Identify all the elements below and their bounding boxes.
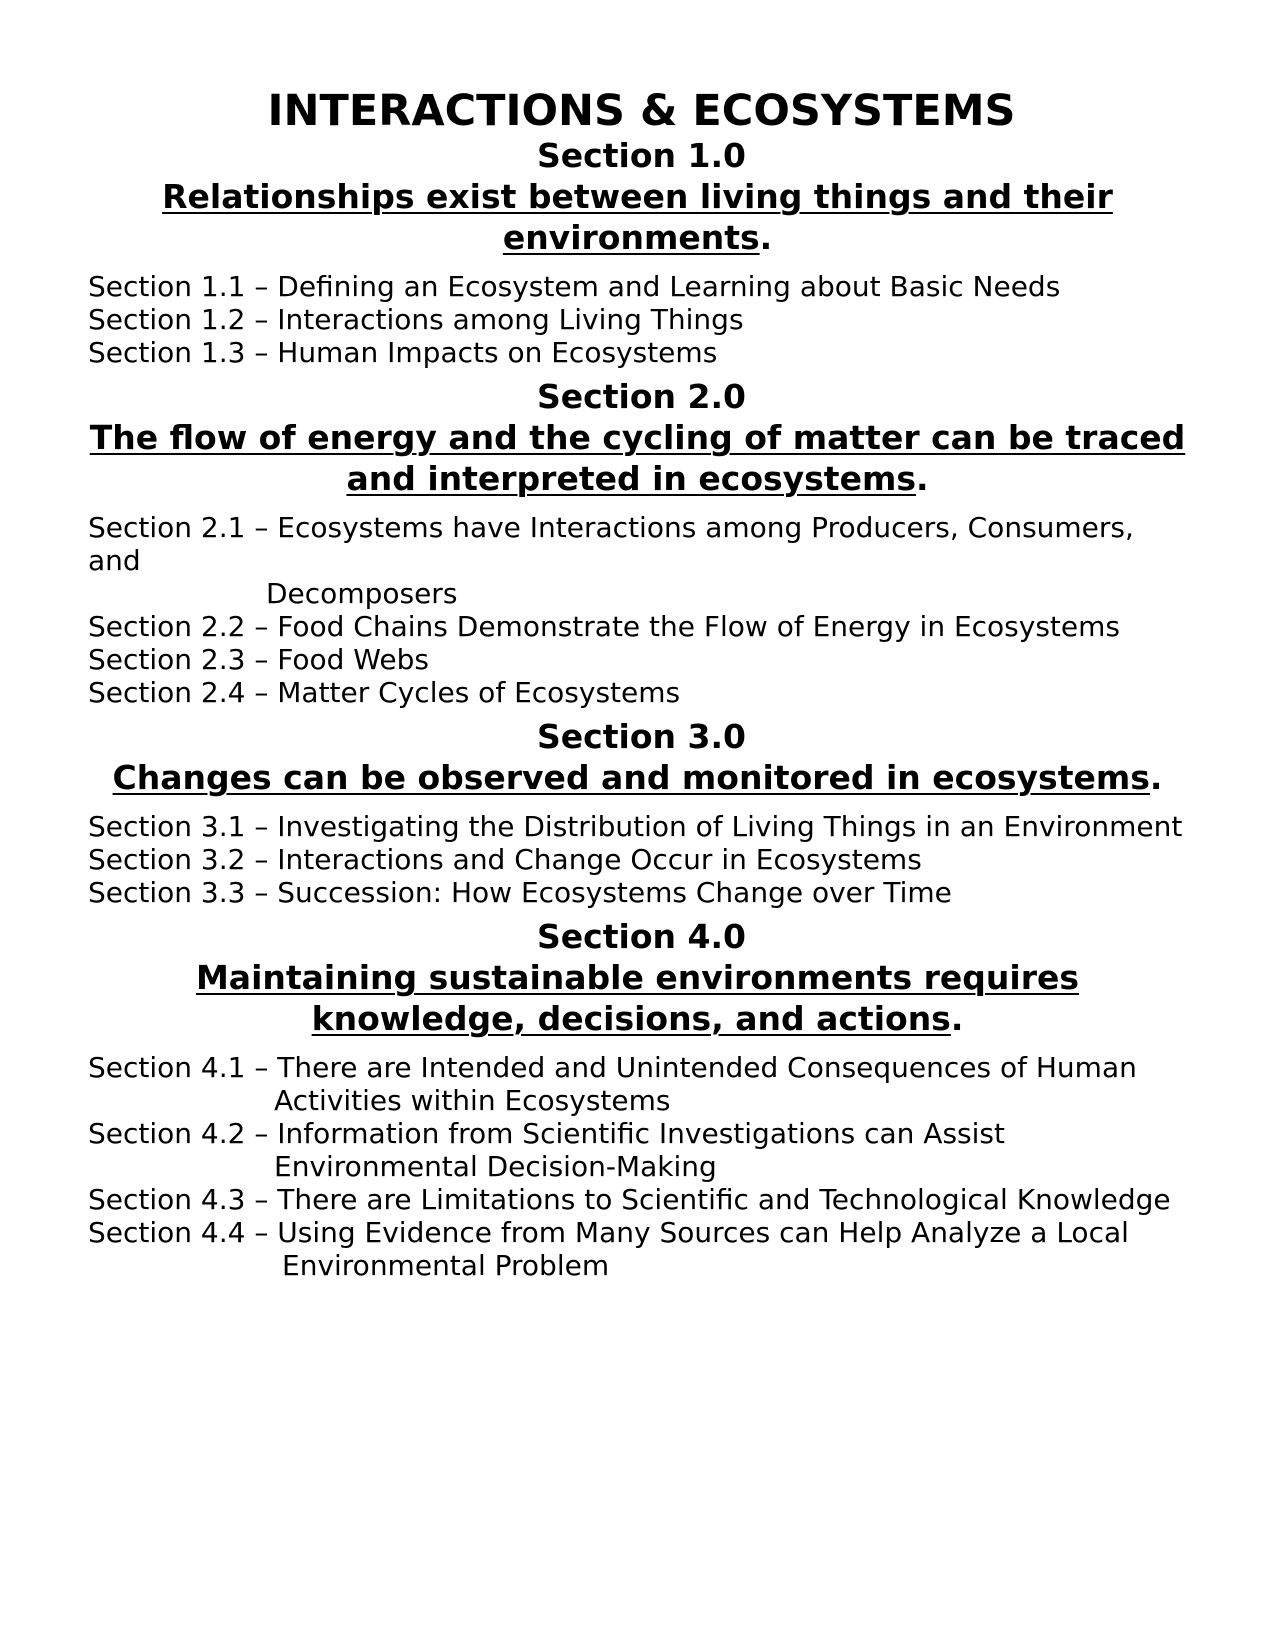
section-heading: Section 3.0 bbox=[537, 717, 746, 756]
section-subtitle-period: . bbox=[916, 459, 929, 498]
subsection-item bbox=[88, 1117, 1187, 1183]
subsection-label: Section 4.4 – Using Evidence from Many Sources can Help Analyze a Local bbox=[88, 1216, 1129, 1249]
section-subtitle-period: . bbox=[759, 218, 773, 257]
subsection-list bbox=[88, 810, 1187, 909]
subsection-label: Section 1.2 – Interactions among Living Things bbox=[88, 303, 744, 336]
subsection-item bbox=[88, 1183, 1187, 1216]
section-subtitle bbox=[88, 757, 1187, 798]
section-heading: Section 1.0 bbox=[537, 136, 746, 175]
subsection-label: Section 1.1 – Defining an Ecosystem and Learning about Basic Needs bbox=[88, 270, 1061, 303]
subsection-label: Section 3.3 – Succession: How Ecosystems Change over Time bbox=[88, 876, 952, 909]
section-subtitle bbox=[88, 176, 1187, 258]
subsection-item bbox=[88, 610, 1187, 643]
section-subtitle-period: . bbox=[950, 999, 964, 1038]
subsection-label: Section 3.1 – Investigating the Distribution of Living Things in an Environment bbox=[88, 810, 1183, 843]
subsection-item bbox=[88, 643, 1187, 676]
section-subtitle bbox=[88, 417, 1187, 499]
subsection-item bbox=[88, 676, 1187, 709]
subsection-label: Section 3.2 – Interactions and Change Occur in Ecosystems bbox=[88, 843, 922, 876]
subsection-item bbox=[88, 303, 1187, 336]
section-subtitle-text: Maintaining sustainable environments requires knowledge, decisions, and actions bbox=[195, 958, 1080, 1038]
subsection-label: Section 4.1 – There are Intended and Unintended Consequences of Human bbox=[88, 1051, 1137, 1084]
subsection-item bbox=[88, 810, 1187, 843]
subsection-label: Section 2.3 – Food Webs bbox=[88, 643, 429, 676]
subsection-label-continuation: Activities within Ecosystems bbox=[274, 1084, 671, 1117]
subsection-label: Section 4.3 – There are Limitations to Scientific and Technological Knowledge bbox=[88, 1183, 1171, 1216]
subsection-item bbox=[88, 270, 1187, 303]
section-subtitle-text: Relationships exist between living things and their environments bbox=[162, 177, 1113, 257]
subsection-label: Section 4.2 – Information from Scientific Investigations can Assist bbox=[88, 1117, 1005, 1150]
subsection-label-continuation: Environmental Decision-Making bbox=[274, 1150, 717, 1183]
subsection-item bbox=[88, 511, 1187, 610]
subsection-label: Section 2.1 – Ecosystems have Interactions among Producers, Consumers, and bbox=[88, 511, 1134, 577]
subsection-label: Section 2.4 – Matter Cycles of Ecosystems bbox=[88, 676, 681, 709]
subsection-item bbox=[88, 1216, 1187, 1282]
subsection-label-continuation: Environmental Problem bbox=[282, 1249, 610, 1282]
section-subtitle-period: . bbox=[1149, 758, 1163, 797]
subsection-item bbox=[88, 876, 1187, 909]
subsection-label-continuation: Decomposers bbox=[266, 577, 458, 610]
section-heading: Section 2.0 bbox=[537, 377, 746, 416]
subsection-list bbox=[88, 270, 1187, 369]
subsection-list bbox=[88, 511, 1187, 709]
section-heading: Section 4.0 bbox=[537, 917, 746, 956]
subsection-item bbox=[88, 843, 1187, 876]
section-subtitle-text: The flow of energy and the cycling of matter can be traced and interpreted in ecosystems bbox=[89, 418, 1186, 498]
subsection-label: Section 2.2 – Food Chains Demonstrate the Flow of Energy in Ecosystems bbox=[88, 610, 1120, 643]
section-subtitle-text: Changes can be observed and monitored in ecosystems bbox=[112, 758, 1150, 797]
subsection-list bbox=[88, 1051, 1187, 1282]
sections-container bbox=[88, 136, 1187, 1282]
subsection-item bbox=[88, 1051, 1187, 1117]
subsection-label: Section 1.3 – Human Impacts on Ecosystems bbox=[88, 336, 718, 369]
subsection-item bbox=[88, 336, 1187, 369]
document-title: INTERACTIONS & ECOSYSTEMS bbox=[267, 86, 1016, 136]
section-subtitle bbox=[88, 957, 1187, 1039]
